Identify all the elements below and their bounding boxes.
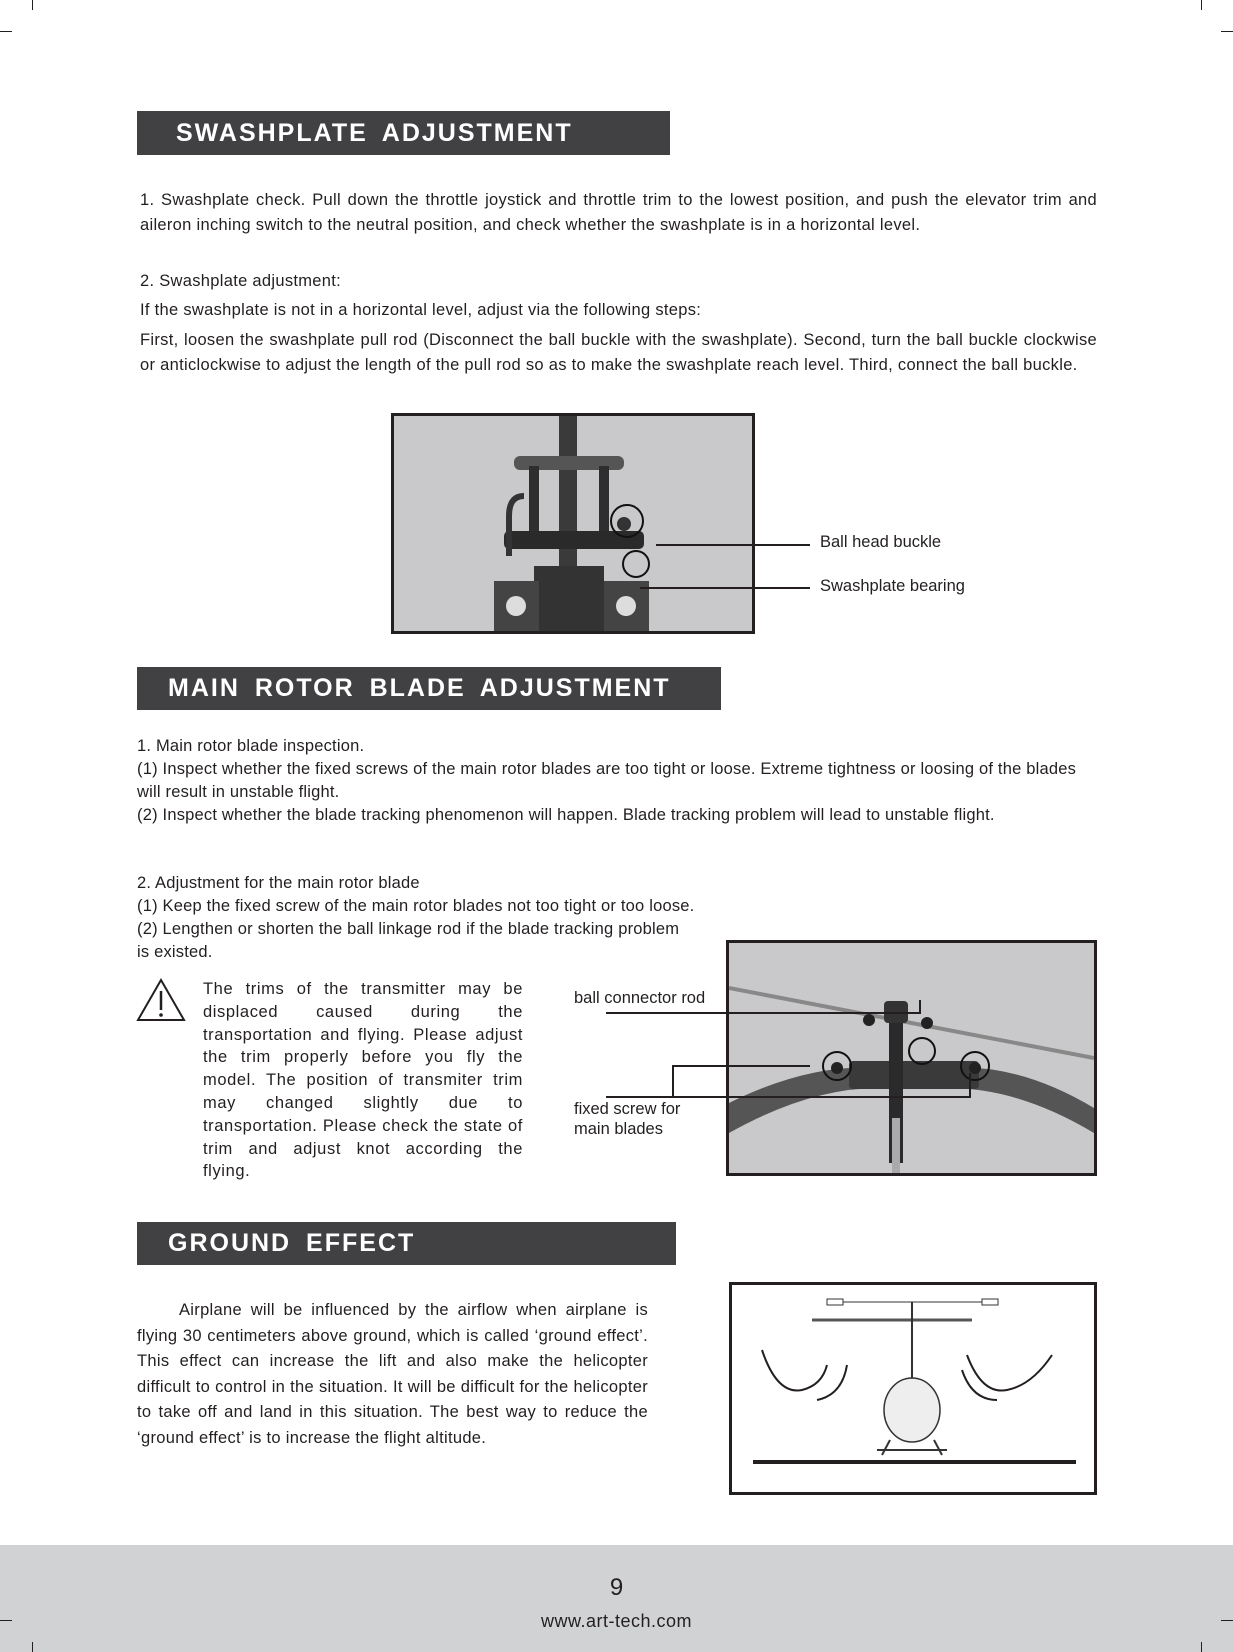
label-swashplate-bearing: Swashplate bearing [820, 577, 965, 595]
crop-mark [1221, 1620, 1233, 1621]
section-title-main-rotor: MAIN ROTOR BLADE ADJUSTMENT [137, 667, 721, 710]
page-footer [0, 1545, 1233, 1652]
rotor-adjust-heading: 2. Adjustment for the main rotor blade [137, 874, 420, 892]
crop-mark [32, 1642, 33, 1652]
label-fixed-screw: fixed screw for main blades [574, 1100, 681, 1138]
leader-lines-rotor [600, 1000, 980, 1110]
rotor-adjust-item-2: (2) Lengthen or shorten the ball linkage rod if the blade tracking problem is existed. [137, 920, 680, 961]
website-url: www.art-tech.com [540, 1611, 693, 1631]
swashplate-check-text: 1. Swashplate check. Pull down the throttle joystick and throttle trim to the lowest position, and push the elevator trim and aileron inching switch to the neutral position, and check whether the swashplate is in a horizontal level. [140, 191, 1097, 234]
ground-effect-diagram [729, 1282, 1097, 1495]
crop-mark [1201, 1642, 1202, 1652]
swashplate-adjust-intro: If the swashplate is not in a horizontal level, adjust via the following steps: [140, 301, 702, 319]
crop-mark [1221, 31, 1233, 32]
label-ball-connector-rod: ball connector rod [574, 989, 706, 1007]
section-title-swashplate: SWASHPLATE ADJUSTMENT [137, 111, 670, 155]
section-title-ground-effect: GROUND EFFECT [137, 1222, 676, 1265]
page-number: 9 [609, 1574, 624, 1601]
swashplate-adjust-heading: 2. Swashplate adjustment: [140, 272, 342, 290]
rotor-adjust-item-1: (1) Keep the fixed screw of the main rotor blades not too tight or too loose. [137, 897, 695, 915]
swashplate-photo [391, 413, 755, 634]
crop-mark [0, 31, 12, 32]
swashplate-adjust-steps: First, loosen the swashplate pull rod (Disconnect the ball buckle with the swashplate). Second, turn the ball buckle clockwise or anticlockwise to adjust the length of the pull rod so as to make the swashplate reach level. Third, connect the ball buckle. [140, 331, 1097, 374]
warning-text: The trims of the transmitter may be displaced caused during the transportation and flying. Please adjust the trim properly before you fly the model. The position of transmiter trim may changed slightly due to transportation. Please check the state of trim and adjust knot according the flying. [203, 980, 523, 1181]
ground-effect-text: Airplane will be influenced by the airflow when airplane is flying 30 centimeters above ground, which is called ‘ground effect’. This effect can increase the lift and also make the helicopter difficult to control in the situation. It will be difficult for the helicopter to take off and land in this situation. The best way to reduce the ‘ground effect’ is to increase the flight altitude. [137, 1301, 648, 1447]
crop-mark [1201, 0, 1202, 10]
crop-mark [32, 0, 33, 10]
rotor-inspection-item-1: (1) Inspect whether the fixed screws of the main rotor blades are too tight or loose. Extreme tightness or loosing of the blades will result in unstable flight. [137, 760, 1077, 801]
leader-lines-swashplate [640, 535, 820, 595]
rotor-inspection-item-2: (2) Inspect whether the blade tracking phenomenon will happen. Blade tracking problem will lead to unstable flight. [137, 806, 995, 824]
crop-mark [0, 1620, 12, 1621]
rotor-inspection-heading: 1. Main rotor blade inspection. [137, 737, 365, 755]
warning-icon [136, 978, 186, 1022]
label-ball-head-buckle: Ball head buckle [820, 533, 942, 551]
